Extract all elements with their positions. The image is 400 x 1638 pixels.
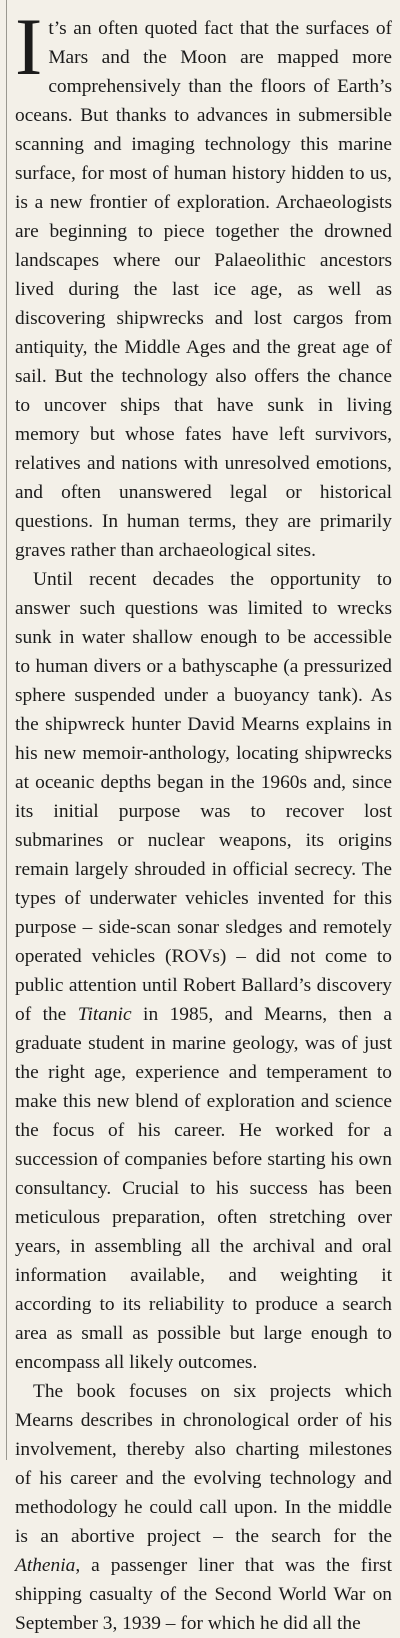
ship-name-titanic: Titanic xyxy=(77,1004,132,1025)
paragraph-1-text: t’s an often quoted fact that the surfaces of Mars and the Moon are mapped more comprehensively than the floors of Earth’s oceans. But thanks to advances in submersible scanning and imaging technology this marine surface, for most of human history hidden to us, is a new frontier of exploration. Archaeologists are beginning to piece together the drowned landscapes where our Palaeolithic ancestors lived during the last ice age, as well as discovering shipwrecks and lost cargos from antiquity, the Middle Ages and the great age of sail. But the technology also offers the chance to uncover ships that have sunk in living memory but whose fates have left survivors, relatives and nations with unresolved emotions, and often unanswered legal or historical questions. In human terms, they are primarily graves rather than archaeological sites. xyxy=(15,18,392,561)
article-paragraph-2 xyxy=(15,565,392,1377)
article-paragraph-1 xyxy=(15,1,392,565)
article-paragraph-3 xyxy=(15,1377,392,1638)
paragraph-2-text-start: Until recent decades the opportunity to answer such questions was limited to wrecks sunk in water shallow enough to be accessible to human divers or a bathyscaphe (a pressurized sphere suspended under a buoyancy tank). As the shipwreck hunter David Mearns explains in his new memoir-anthology, locating shipwrecks at oceanic depths began in the 1960s and, since its initial purpose was to recover lost submarines or nuclear weapons, its origins remain largely shrouded in official secrecy. The types of underwater vehicles invented for this purpose – side-scan sonar sledges and remotely operated vehicles (ROVs) – did not come to public attention until Robert Ballard’s discovery of the xyxy=(15,569,392,1025)
paragraph-2-text-end: in 1985, and Mearns, then a graduate student in marine geology, was of just the right age, experience and temperament to make this new blend of exploration and science the focus of his career. He worked for a succession of companies before starting his own consultancy. Crucial to his success has been meticulous preparation, often stretching over years, in assembling all the archival and oral information available, and weighting it according to its reliability to produce a search area as small as possible but large enough to encompass all likely outcomes. xyxy=(15,1004,392,1373)
ship-name-athenia: Athenia xyxy=(15,1555,76,1576)
column-divider-rule xyxy=(6,0,7,1460)
drop-cap: I xyxy=(15,1,43,92)
paragraph-3-text-end: , a passenger liner that was the first shipping casualty of the Second World War on September 3, 1939 – for which he did all the xyxy=(15,1555,392,1634)
paragraph-3-text-start: The book focuses on six projects which Mearns describes in chronological order of his involvement, thereby also charting milestones of his career and the evolving technology and methodology he could call upon. In the middle is an abortive project – the search for the xyxy=(15,1381,392,1547)
article-column xyxy=(15,1,392,1638)
